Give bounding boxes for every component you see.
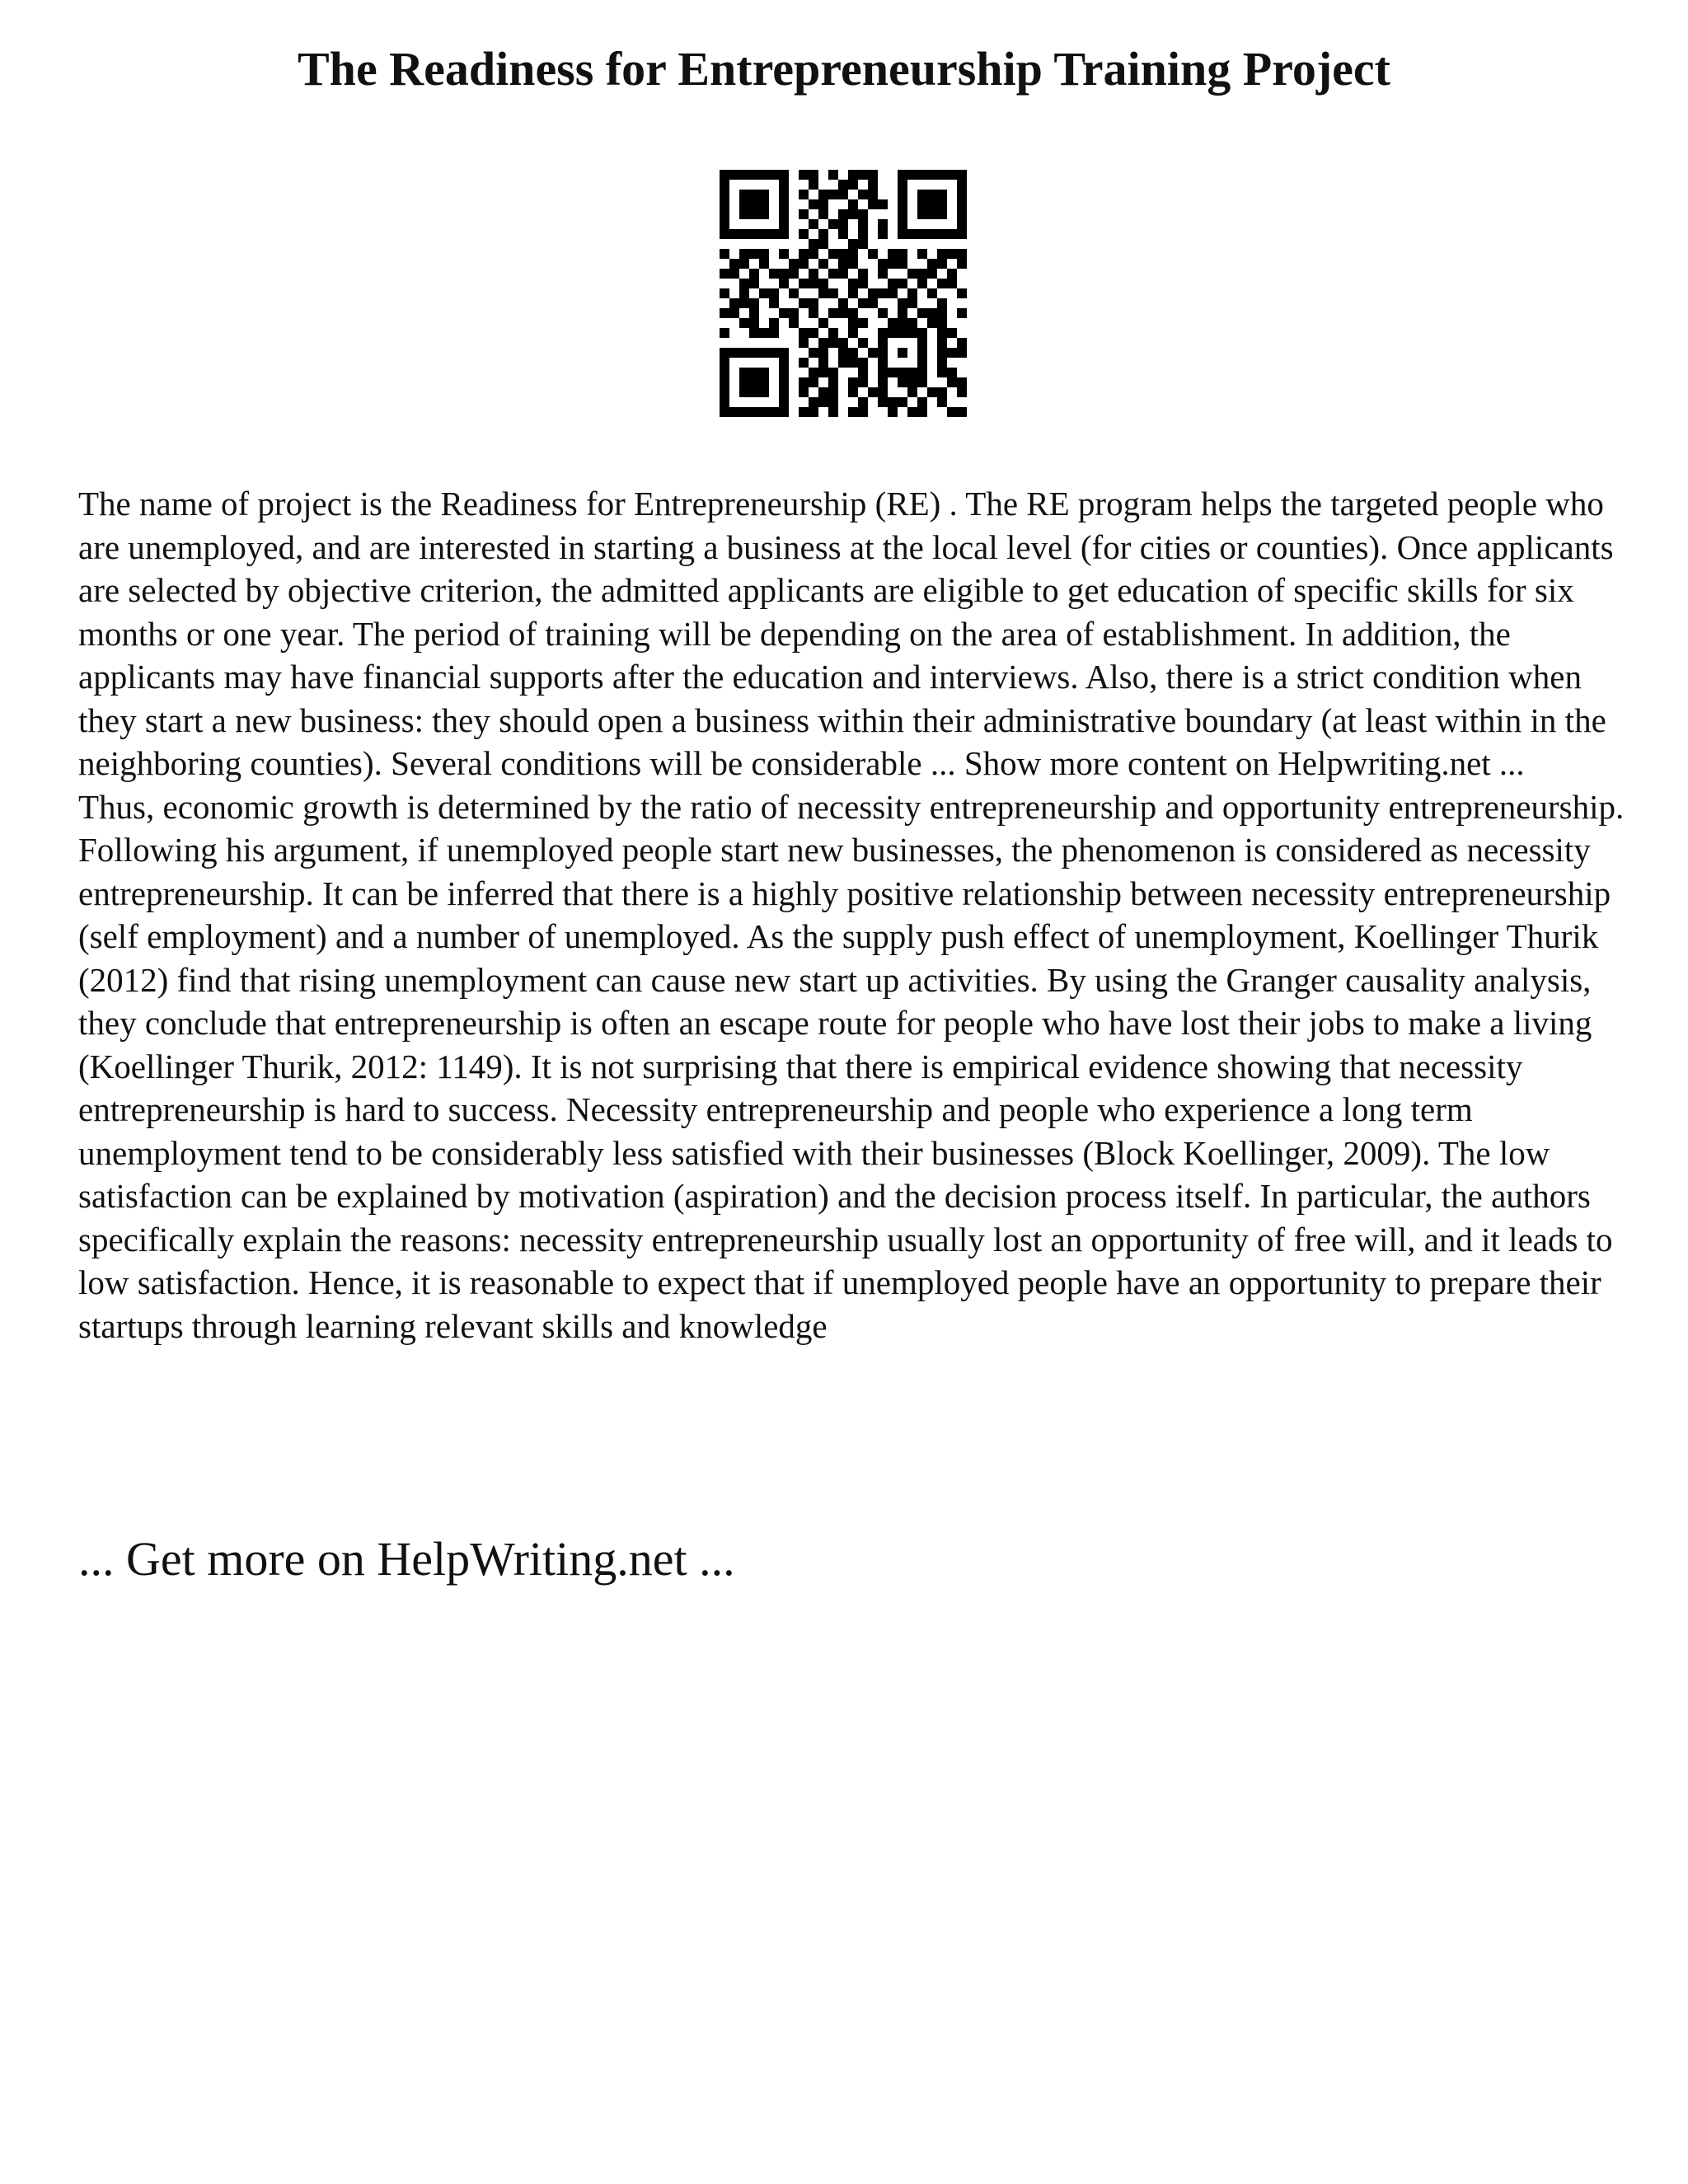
get-more-link[interactable]: ... Get more on HelpWriting.net ...	[78, 1532, 735, 1586]
document-title: The Readiness for Entrepreneurship Training Project	[298, 42, 1390, 96]
qr-code-icon	[720, 170, 967, 417]
body-paragraph: The name of project is the Readiness for Entrepreneurship (RE) . The RE program helps the targeted people who are unemployed, and are interested in starting a business at the local level (for cities or counties). Once applicants are selected by objective criterion, the admitted applicants are eligible to get education of specific skills for six months or one year. The period of training will be depending on the area of establishment. In addition, the applicants may have financial supports after the education and interviews. Also, there is a strict condition when they start a new business: they should open a business within their administrative boundary (at least within in the neighboring counties). Several conditions will be considerable ... Show more content on Helpwriting.net ...	[78, 485, 1614, 782]
body-paragraph: Thus, economic growth is determined by the ratio of necessity entrepreneurship and opportunity entrepreneurship. Following his argument, if unemployed people start new businesses, the phenomenon is considered as necessity entrepreneurship. It can be inferred that there is a highly positive relationship between necessity entrepreneurship (self employment) and a number of unemployed. As the supply push effect of unemployment, Koellinger Thurik (2012) find that rising unemployment can cause new start up activities. By using the Granger causality analysis, they conclude that entrepreneurship is often an escape route for people who have lost their jobs to make a living (Koellinger Thurik, 2012: 1149). It is not surprising that there is empirical evidence showing that necessity entrepreneurship is hard to success. Necessity entrepreneurship and people who experience a long term unemployment tend to be considerably less satisfied with their businesses (Block Koellinger, 2009). The low satisfaction can be explained by motivation (aspiration) and the decision process itself. In particular, the authors specifically explain the reasons: necessity entrepreneurship usually lost an opportunity of free will, and it leads to low satisfaction. Hence, it is reasonable to expect that if unemployed people have an opportunity to prepare their startups through learning relevant skills and knowledge	[78, 787, 1625, 1345]
document-body	[78, 482, 1644, 1347]
